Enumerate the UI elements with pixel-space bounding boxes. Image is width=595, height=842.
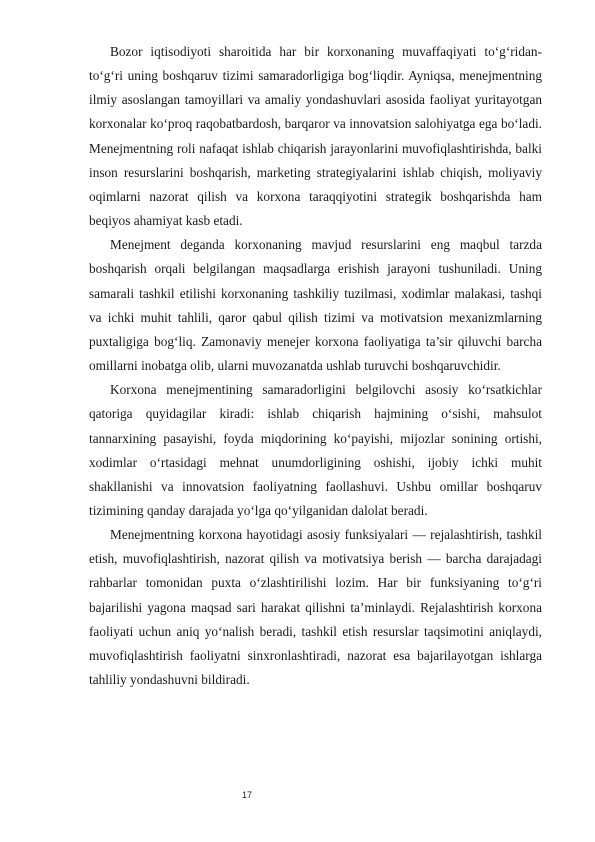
paragraph: Menejment deganda korxonaning mavjud resurslarini eng maqbul tarzda boshqarish orqali belgilangan maqsadlarga erishish jarayoni tushuniladi. Uning samarali tashkil etilishi korxonaning tashkiliy tuzilmasi, xodimlar malakasi, tashqi va ichki muhit tahlili, qaror qabul qilish tizimi va motivatsion mexanizmlarning puxtaligiga bog‘liq. Zamonaviy menejer korxona faoliyatiga ta’sir qiluvchi barcha omillarni inobatga olib, ularni muvozanatda ushlab turuvchi boshqaruvchidir. bbox=[89, 237, 542, 374]
paragraph: Korxona menejmentining samaradorligini belgilovchi asosiy ko‘rsatkichlar qatoriga quyidagilar kiradi: ishlab chiqarish hajmining o‘sishi, mahsulot tannarxining pasayishi, foyda miqdorining ko‘payishi, mijozlar sonining ortishi, xodimlar o‘rtasidagi mehnat unumdorligining oshishi, ijobiy ichki muhit shakllanishi va innovatsion faoliyatning faollashuvi. Ushbu omillar boshqaruv tizimining qanday darajada yo‘lga qo‘yilganidan dalolat beradi. bbox=[89, 382, 542, 518]
page-number: 17 bbox=[241, 790, 252, 800]
paragraph: Bozor iqtisodiyoti sharoitida har bir korxonaning muvaffaqiyati to‘g‘ridan-to‘g‘ri uning boshqaruv tizimi samaradorligiga bog‘liqdir. Ayniqsa, menejmentning ilmiy asoslangan tamoyillari va amaliy yondashuvlari asosida faoliyat yuritayotgan korxonalar ko‘proq raqobatbardosh, barqaror va innovatsion salohiyatga ega bo‘ladi. Menejmentning roli nafaqat ishlab chiqarish jarayonlarini muvofiqlashtirishda, balki inson resurslarini boshqarish, marketing strategiyalarini ishlab chiqish, moliyaviy oqimlarni nazorat qilish va korxona taraqqiyotini strategik boshqarishda ham beqiyos ahamiyat kasb etadi. bbox=[89, 44, 542, 229]
paragraph: Menejmentning korxona hayotidagi asosiy funksiyalari — rejalashtirish, tashkil etish, muvofiqlashtirish, nazorat qilish va motivatsiya berish — barcha darajadagi rahbarlar tomonidan puxta o‘zlashtirilishi lozim. Har bir funksiyaning to‘g‘ri bajarilishi yagona maqsad sari harakat qilishni ta’minlaydi. Rejalashtirish korxona faoliyati uchun aniq yo‘nalish beradi, tashkil etish resurslar taqsimotini aniqlaydi, muvofiqlashtirish faoliyatni sinxronlashtiradi, nazorat esa bajarilayotgan ishlarga tahliliy yondashuvni bildiradi. bbox=[89, 527, 542, 688]
document-body bbox=[89, 40, 542, 692]
